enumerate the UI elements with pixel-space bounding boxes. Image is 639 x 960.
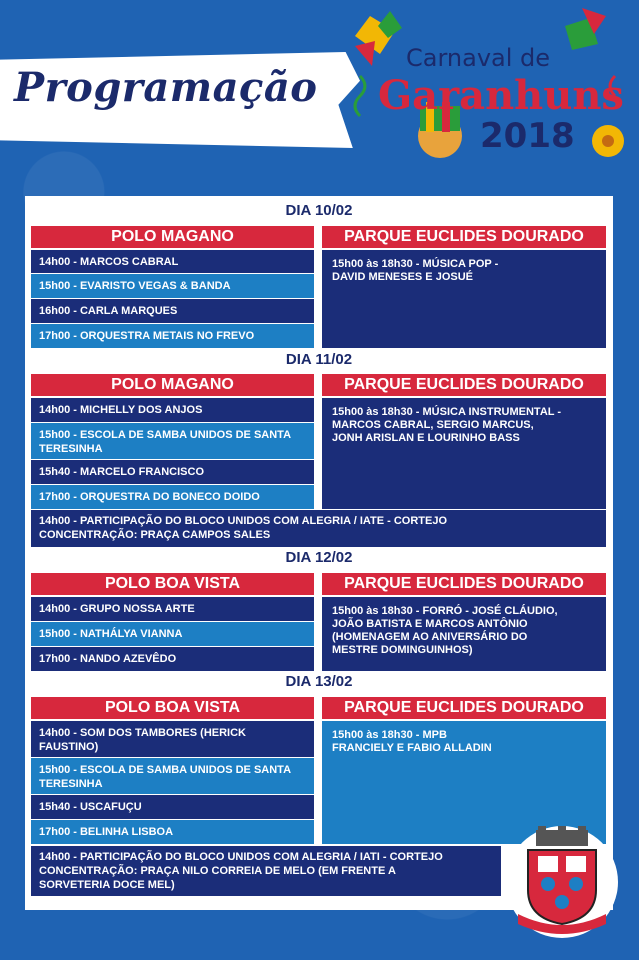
logo-line1: Carnaval de [406, 44, 551, 72]
day-label: DIA 13/02 [285, 673, 353, 690]
schedule-item: 16h00 - CARLA MARQUES [31, 299, 314, 323]
carnival-logo [350, 6, 635, 166]
venue-schedule-text: 15h00 às 18h30 - FORRÓ - JOSÉ CLÁUDIO, JOÃO BATISTA E MARCOS ANTÔNIO (HOMENAGEM AO ANIVERSÁRIO DO MESTRE DOMINGUINHOS) [322, 597, 606, 671]
logo-year: 2018 [480, 116, 575, 156]
venue-header: POLO MAGANO [31, 226, 314, 248]
parade-info: 14h00 - PARTICIPAÇÃO DO BLOCO UNIDOS COM ALEGRIA / IATE - CORTEJO CONCENTRAÇÃO: PRAÇA CAMPOS SALES [31, 510, 606, 547]
venue-header: POLO BOA VISTA [31, 697, 314, 719]
venue-header: PARQUE EUCLIDES DOURADO [322, 697, 606, 719]
venue-header: PARQUE EUCLIDES DOURADO [322, 374, 606, 396]
schedule-item: 17h00 - ORQUESTRA DO BONECO DOIDO [31, 485, 314, 509]
schedule-item: 17h00 - NANDO AZEVÊDO [31, 647, 314, 671]
venue-schedule-text: 15h00 às 18h30 - MÚSICA INSTRUMENTAL - MARCOS CABRAL, SERGIO MARCUS, JONH ARISLAN E LOURINHO BASS [322, 398, 606, 509]
venue-header: POLO MAGANO [31, 374, 314, 396]
schedule-item: 17h00 - ORQUESTRA METAIS NO FREVO [31, 324, 314, 348]
venue-header: PARQUE EUCLIDES DOURADO [322, 226, 606, 248]
schedule-item: 17h00 - BELINHA LISBOA [31, 820, 314, 844]
day-label: DIA 11/02 [285, 351, 353, 368]
logo-line2: Garanhuns [378, 72, 624, 119]
schedule-item: 14h00 - MICHELLY DOS ANJOS [31, 398, 314, 422]
municipal-coat-of-arms-icon [498, 822, 626, 940]
schedule-item: 15h00 - EVARISTO VEGAS & BANDA [31, 274, 314, 298]
schedule-item: 15h40 - USCAFUÇU [31, 795, 314, 819]
page-title: Programação [14, 64, 318, 111]
venue-header: POLO BOA VISTA [31, 573, 314, 595]
parade-info: 14h00 - PARTICIPAÇÃO DO BLOCO UNIDOS COM ALEGRIA / IATI - CORTEJO CONCENTRAÇÃO: PRAÇA NILO CORREIA DE MELO (EM FRENTE A SORVETERIA DOCE MEL) [31, 846, 501, 896]
venue-schedule-text: 15h00 às 18h30 - MÚSICA POP - DAVID MENESES E JOSUÉ [322, 250, 606, 348]
schedule-item: 15h00 - ESCOLA DE SAMBA UNIDOS DE SANTA TERESINHA [31, 758, 314, 794]
day-label: DIA 12/02 [285, 549, 353, 566]
schedule-item: 14h00 - GRUPO NOSSA ARTE [31, 597, 314, 621]
schedule-item: 15h00 - ESCOLA DE SAMBA UNIDOS DE SANTA TERESINHA [31, 423, 314, 459]
schedule-item: 14h00 - SOM DOS TAMBORES (HERICK FAUSTINO) [31, 721, 314, 757]
venue-header: PARQUE EUCLIDES DOURADO [322, 573, 606, 595]
schedule-item: 15h40 - MARCELO FRANCISCO [31, 460, 314, 484]
venue-schedule-text: 15h00 às 18h30 - MPB FRANCIELY E FABIO ALLADIN [322, 721, 606, 844]
schedule-item: 15h00 - NATHÁLYA VIANNA [31, 622, 314, 646]
schedule-item: 14h00 - MARCOS CABRAL [31, 250, 314, 273]
day-label: DIA 10/02 [285, 202, 353, 219]
schedule-panel [25, 196, 613, 910]
